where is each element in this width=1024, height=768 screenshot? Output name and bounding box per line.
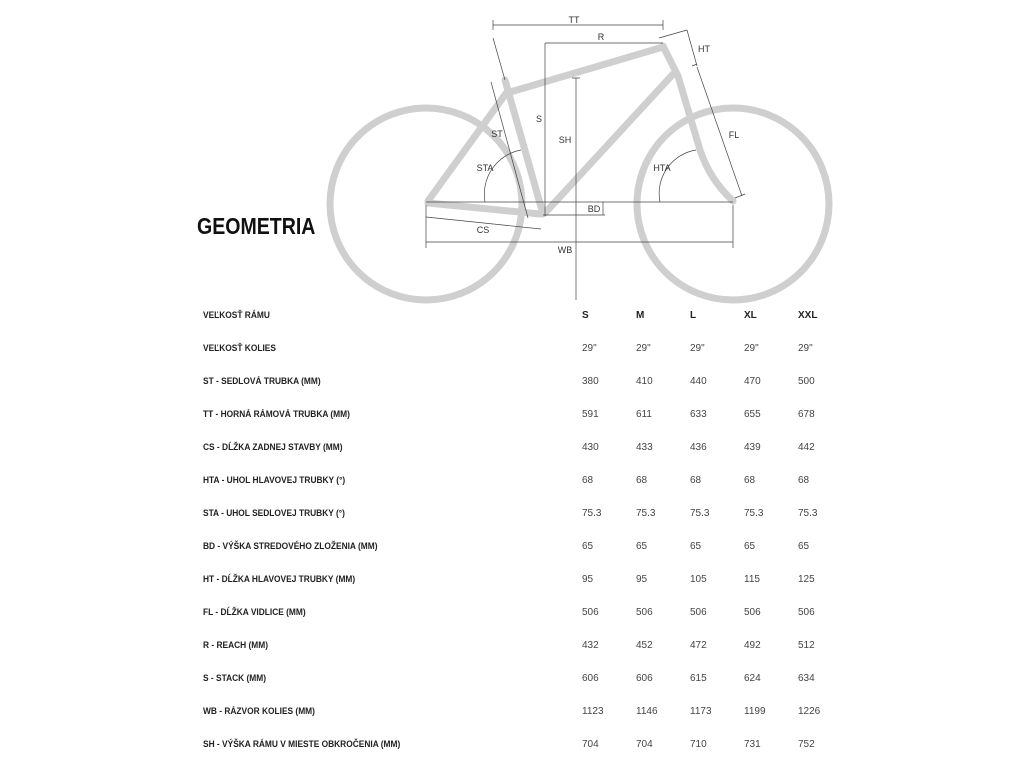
table-row (0, 442, 1024, 458)
row-value: 606 (636, 673, 653, 684)
label-s: S (535, 114, 543, 124)
table-row (0, 706, 1024, 722)
row-value: 29" (582, 343, 597, 354)
row-value: 634 (798, 673, 815, 684)
page-title: GEOMETRIA (197, 213, 316, 239)
label-cs: CS (476, 225, 490, 235)
row-value: 115 (744, 574, 760, 585)
row-value: 506 (744, 607, 761, 618)
row-value: 68 (582, 475, 594, 486)
table-header-row (0, 310, 1024, 326)
row-value: 591 (582, 409, 599, 420)
row-value: 439 (744, 442, 761, 453)
row-value: 506 (636, 607, 653, 618)
row-value: 633 (690, 409, 707, 420)
label-st: ST (491, 129, 503, 139)
row-value: 1199 (744, 706, 766, 717)
row-value: 75.3 (582, 508, 602, 519)
row-label: FL - DĹŽKA VIDLICE (MM) (203, 607, 306, 618)
label-r: R (597, 32, 605, 42)
label-fl: FL (728, 130, 740, 140)
label-ht: HT (698, 44, 710, 54)
row-value: 125 (798, 574, 815, 585)
row-value: 436 (690, 442, 707, 453)
row-value: 433 (636, 442, 653, 453)
row-value: 68 (744, 475, 756, 486)
table-row (0, 541, 1024, 557)
row-value: 410 (636, 376, 653, 387)
row-value: 470 (744, 376, 761, 387)
table-row (0, 739, 1024, 755)
row-value: 380 (582, 376, 599, 387)
row-value: 95 (582, 574, 594, 585)
label-tt: TT (568, 15, 580, 25)
fork (678, 76, 733, 201)
row-value: 492 (744, 640, 761, 651)
label-sta: STA (476, 163, 494, 173)
label-wb: WB (557, 245, 573, 255)
row-value: 512 (798, 640, 815, 651)
row-value: 95 (636, 574, 648, 585)
row-value: 710 (690, 739, 707, 750)
row-value: 75.3 (798, 508, 818, 519)
row-value: 430 (582, 442, 599, 453)
row-value: 615 (690, 673, 707, 684)
row-value: 65 (744, 541, 756, 552)
row-value: 506 (798, 607, 815, 618)
row-value: 1173 (690, 706, 712, 717)
table-row (0, 409, 1024, 425)
row-value: 452 (636, 640, 653, 651)
row-value: 500 (798, 376, 815, 387)
row-value: 606 (582, 673, 599, 684)
row-value: 704 (582, 739, 599, 750)
row-value: XL (744, 310, 757, 321)
row-label: CS - DĹŽKA ZADNEJ STAVBY (MM) (203, 442, 343, 453)
row-value: 678 (798, 409, 815, 420)
row-value: 506 (582, 607, 599, 618)
row-value: 75.3 (690, 508, 710, 519)
table-row (0, 343, 1024, 359)
row-value: 68 (798, 475, 810, 486)
row-value: 704 (636, 739, 653, 750)
row-label: VEĽKOSŤ KOLIES (203, 343, 276, 354)
row-value: 65 (690, 541, 702, 552)
row-value: 29" (798, 343, 813, 354)
bike-geometry-diagram (0, 0, 1024, 310)
row-value: 29" (744, 343, 759, 354)
row-value: 1123 (582, 706, 604, 717)
row-label: BD - VÝŠKA STREDOVÉHO ZLOŽENIA (MM) (203, 541, 378, 552)
label-hta: HTA (653, 163, 671, 173)
table-row (0, 607, 1024, 623)
row-label: HT - DĹŽKA HLAVOVEJ TRUBKY (MM) (203, 574, 356, 585)
row-value: 1226 (798, 706, 821, 717)
row-value: 506 (690, 607, 707, 618)
row-value: 75.3 (744, 508, 764, 519)
row-label: HTA - UHOL HLAVOVEJ TRUBKY (°) (203, 475, 346, 486)
row-label: VEĽKOSŤ RÁMU (203, 310, 270, 321)
row-value: 472 (690, 640, 707, 651)
row-value: L (690, 310, 697, 321)
row-value: 611 (636, 409, 652, 420)
row-label: ST - SEDLOVÁ TRUBKA (MM) (203, 376, 321, 387)
label-bd: BD (587, 204, 601, 214)
row-value: S (582, 310, 589, 321)
table-row (0, 376, 1024, 392)
row-value: 105 (690, 574, 707, 585)
row-label: WB - RÁZVOR KOLIES (MM) (203, 706, 315, 717)
row-label: R - REACH (MM) (203, 640, 269, 651)
row-label: S - STACK (MM) (203, 673, 267, 684)
row-label: SH - VÝŠKA RÁMU V MIESTE OBKROČENIA (MM) (203, 739, 401, 750)
row-value: 29" (636, 343, 651, 354)
row-value: 65 (636, 541, 648, 552)
row-value: 75.3 (636, 508, 656, 519)
row-value: 624 (744, 673, 761, 684)
row-value: 68 (636, 475, 648, 486)
row-value: 29" (690, 343, 705, 354)
table-row (0, 574, 1024, 590)
row-value: 432 (582, 640, 599, 651)
row-value: M (636, 310, 645, 321)
row-value: 752 (798, 739, 815, 750)
row-value: 65 (798, 541, 810, 552)
table-row (0, 508, 1024, 524)
table-row (0, 640, 1024, 656)
row-value: 442 (798, 442, 815, 453)
frame-top-tube (507, 47, 663, 93)
row-value: XXL (798, 310, 818, 321)
row-value: 440 (690, 376, 707, 387)
row-value: 1146 (636, 706, 658, 717)
row-label: TT - HORNÁ RÁMOVÁ TRUBKA (MM) (203, 409, 350, 420)
table-row (0, 673, 1024, 689)
row-value: 731 (744, 739, 761, 750)
frame-head-tube (663, 46, 678, 76)
row-value: 65 (582, 541, 594, 552)
row-value: 655 (744, 409, 761, 420)
label-sh: SH (558, 135, 572, 145)
table-row (0, 475, 1024, 491)
row-value: 68 (690, 475, 702, 486)
row-label: STA - UHOL SEDLOVEJ TRUBKY (°) (203, 508, 345, 519)
